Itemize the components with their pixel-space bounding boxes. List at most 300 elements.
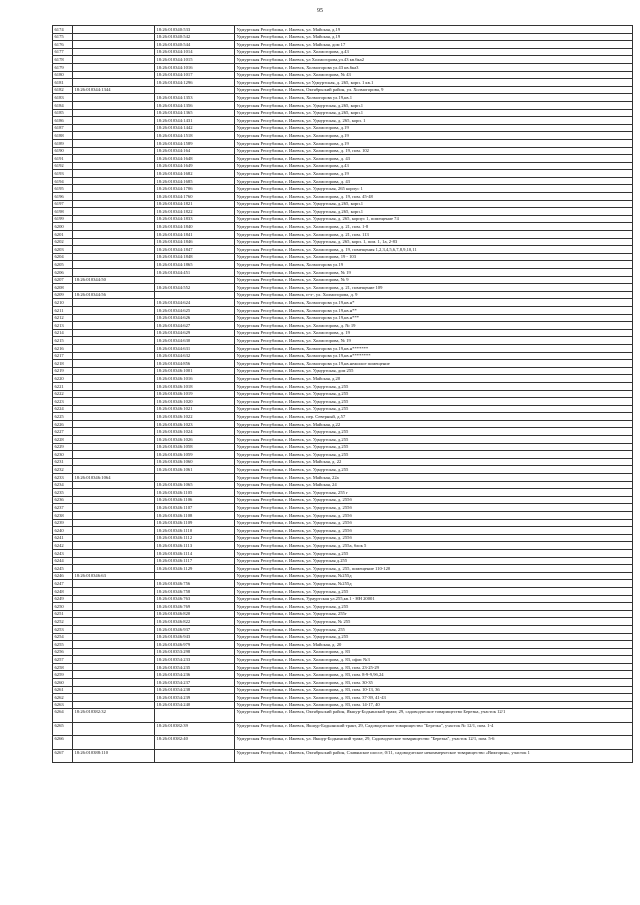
table-row <box>53 398 633 406</box>
parcel-number <box>73 656 155 664</box>
parcel-number <box>73 420 155 428</box>
parcel-number <box>73 124 155 132</box>
building-number: 18:26:010346:1019 <box>155 390 235 398</box>
parcel-number <box>73 337 155 345</box>
table-row <box>53 443 633 451</box>
table-row <box>53 436 633 444</box>
table-row <box>53 557 633 565</box>
row-number: 6253 <box>53 625 73 633</box>
address: Удмуртская Республика, г. Ижевск, ул. Удмуртская, д.255 <box>235 398 633 406</box>
building-number: 18:26:010344:451 <box>155 269 235 277</box>
parcel-number <box>73 193 155 201</box>
building-number: 18:26:010340:544 <box>155 41 235 49</box>
parcel-number <box>73 314 155 322</box>
address: Удмуртская Республика, г. Ижевск, ул. Холмогорова, д. 83, пом. 23-25-29 <box>235 663 633 671</box>
parcel-number <box>73 405 155 413</box>
row-number: 6219 <box>53 367 73 375</box>
parcel-number <box>73 458 155 466</box>
table-row <box>53 565 633 573</box>
address: Удмуртская Республика, г. Ижевск, Холмогорова ул.43 кв.6ка3 <box>235 63 633 71</box>
table-row <box>53 63 633 71</box>
address: Удмуртская Республика, г. Ижевск, Холмогорова ул.19,кв.н*** <box>235 314 633 322</box>
table-row <box>53 519 633 527</box>
building-number <box>155 709 235 723</box>
table-row <box>53 261 633 269</box>
address: Удмуртская Республика, г. Ижевск, ул. Удмуртская, №255д <box>235 580 633 588</box>
address: Удмуртская Республика, г. Ижевск, ул. Холмогорова, д. 21, помещение 109 <box>235 284 633 292</box>
table-row <box>53 360 633 368</box>
address: Удмуртская Республика, г. Ижевск, ул. Удмуртская, д.265, корп.1 <box>235 109 633 117</box>
building-number: 18:26:010354:239 <box>155 694 235 702</box>
row-number: 6247 <box>53 580 73 588</box>
table-row <box>53 466 633 474</box>
address: Удмуртская Республика, г. Ижевск, ул. Холмогорова, д.19 <box>235 170 633 178</box>
building-number: 18:26:010346:1061 <box>155 466 235 474</box>
parcel-number <box>73 322 155 330</box>
table-row <box>53 496 633 504</box>
address: Удмуртская Республика, г. Ижевск, ул. Удмуртская, д. 255б <box>235 519 633 527</box>
row-number: 6183 <box>53 94 73 102</box>
table-row <box>53 41 633 49</box>
address: Удмуртская Республика, г. Ижевск, ул. Майская, 24 <box>235 481 633 489</box>
parcel-number <box>73 648 155 656</box>
row-number: 6259 <box>53 671 73 679</box>
parcel-number <box>73 71 155 79</box>
table-row <box>53 71 633 79</box>
parcel-number <box>73 329 155 337</box>
address: Удмуртская Республика, г. Ижевск, Холмогорова ул.19,кв.н******** <box>235 352 633 360</box>
building-number: 18:26:010344:1760 <box>155 193 235 201</box>
building-number <box>155 291 235 299</box>
building-number: 18:26:010346:1060 <box>155 458 235 466</box>
address: Удмуртская Республика, г. Ижевск, ул. Холмогорова, д. 43 <box>235 155 633 163</box>
address: Удмуртская Республика, г. Ижевск, ул. Майская, д. 22 <box>235 458 633 466</box>
building-number: 18:26:010346:1129 <box>155 565 235 573</box>
row-number: 6263 <box>53 701 73 709</box>
building-number <box>155 474 235 482</box>
building-number: 18:26:010346:1020 <box>155 398 235 406</box>
address: Удмуртская Республика, г. Ижевск, ул. Удмуртская, д. 255б <box>235 534 633 542</box>
table-row <box>53 701 633 709</box>
building-number: 18:26:010346:820 <box>155 610 235 618</box>
address: Удмуртская Республика, г. Ижевск, ул. Майская, д.20 <box>235 375 633 383</box>
table-row <box>53 610 633 618</box>
table-row <box>53 223 633 231</box>
table-row <box>53 671 633 679</box>
parcel-number <box>73 451 155 459</box>
table-row <box>53 656 633 664</box>
address: Удмуртская Республика, г. Ижевск, ул. Удмуртская, д.255 <box>235 603 633 611</box>
row-number: 6216 <box>53 344 73 352</box>
row-number: 6251 <box>53 610 73 618</box>
table-row <box>53 679 633 687</box>
table-row <box>53 648 633 656</box>
address: Удмуртская Республика, г. Ижевск, ул. Удмуртская, д. 265, корп. 1 <box>235 117 633 125</box>
parcel-number <box>73 185 155 193</box>
address: Удмуртская Республика, г. Ижевск, ул. Майская, д.22 <box>235 420 633 428</box>
address: Удмуртская Республика, г. Ижевск, ул. Удмуртская, 265 корпус 1 <box>235 185 633 193</box>
parcel-number <box>73 504 155 512</box>
parcel-number <box>73 177 155 185</box>
address: Удмуртская Республика, г. Ижевск, ул. Холмогорова, д. 19, помещения 1,2,3,4,5,6,7,8,9,10,11 <box>235 246 633 254</box>
parcel-number <box>73 610 155 618</box>
row-number: 6211 <box>53 306 73 314</box>
address: Удмуртская Республика, г. Ижевск, ул. Холмогорова, д.19 <box>235 132 633 140</box>
table-row <box>53 132 633 140</box>
parcel-number <box>73 360 155 368</box>
row-number: 6208 <box>53 284 73 292</box>
row-number: 6238 <box>53 512 73 520</box>
row-number: 6179 <box>53 63 73 71</box>
building-number: 18:26:010344:1589 <box>155 139 235 147</box>
row-number: 6264 <box>53 709 73 723</box>
table-row <box>53 117 633 125</box>
parcel-number <box>73 443 155 451</box>
row-number: 6232 <box>53 466 73 474</box>
parcel-number <box>73 557 155 565</box>
table-row <box>53 48 633 56</box>
address: Удмуртская Республика, г. Ижевск, ул. Якшур-Бодьинский тракт, 29, Садоводческое товарищество "Березка", участок 12/1, пом. 5-6 <box>235 736 633 750</box>
table-row <box>53 344 633 352</box>
building-number: 18:26:010346:1106 <box>155 496 235 504</box>
row-number: 6227 <box>53 428 73 436</box>
building-number: 18:26:010344:625 <box>155 306 235 314</box>
row-number: 6199 <box>53 215 73 223</box>
building-number: 18:26:010344:1649 <box>155 162 235 170</box>
parcel-number <box>73 679 155 687</box>
address: Удмуртская Республика, г. Ижевск, ул. Удмуртская, д.265, корп.1 <box>235 208 633 216</box>
table-row <box>53 420 633 428</box>
table-row <box>53 155 633 163</box>
table-row <box>53 329 633 337</box>
parcel-number <box>73 344 155 352</box>
building-number: 18:26:010344:626 <box>155 314 235 322</box>
table-row <box>53 663 633 671</box>
parcel-number <box>73 428 155 436</box>
row-number: 6205 <box>53 261 73 269</box>
row-number: 6249 <box>53 595 73 603</box>
address: Удмуртская Республика, г. Ижевск, ул. Удмуртская, д.265, корп.1 <box>235 101 633 109</box>
parcel-number <box>73 580 155 588</box>
parcel-number <box>73 390 155 398</box>
parcel-number <box>73 701 155 709</box>
parcel-number <box>73 79 155 87</box>
address: Удмуртская Республика, г. Ижевск, ул. Холмогорова, д. 43 <box>235 177 633 185</box>
parcel-number <box>73 382 155 390</box>
parcel-number <box>73 618 155 626</box>
cadastral-table <box>52 25 633 763</box>
building-number: 18:26:010346:943 <box>155 633 235 641</box>
table-row <box>53 147 633 155</box>
row-number: 6222 <box>53 390 73 398</box>
page-number: 95 <box>317 8 323 14</box>
building-number: 18:26:010344:164 <box>155 147 235 155</box>
row-number: 6267 <box>53 749 73 763</box>
address: Удмуртская Республика, г. Ижевск, ул. Удмуртская, д.255 <box>235 443 633 451</box>
parcel-number: 18:26:010382:32 <box>73 709 155 723</box>
address: Удмуртская Республика, г. Ижевск, ул. Холмогорова, д.43 <box>235 48 633 56</box>
parcel-number <box>73 223 155 231</box>
building-number: 18:26:010344:856 <box>155 360 235 368</box>
parcel-number <box>73 436 155 444</box>
table-row <box>53 618 633 626</box>
row-number: 6214 <box>53 329 73 337</box>
parcel-number <box>73 132 155 140</box>
table-row <box>53 572 633 580</box>
row-number: 6221 <box>53 382 73 390</box>
row-number: 6186 <box>53 117 73 125</box>
address: Удмуртская Республика, г. Ижевск, ул. Удмуртская, д. 255б <box>235 527 633 535</box>
parcel-number <box>73 162 155 170</box>
parcel-number <box>73 215 155 223</box>
building-number: 18:26:010346:1117 <box>155 557 235 565</box>
table-row <box>53 722 633 736</box>
address: Удмуртская Республика, г. Ижевск, ул. Удмуртская, д.255 <box>235 633 633 641</box>
parcel-number <box>73 41 155 49</box>
row-number: 6180 <box>53 71 73 79</box>
table-row <box>53 580 633 588</box>
row-number: 6228 <box>53 436 73 444</box>
row-number: 6240 <box>53 527 73 535</box>
row-number: 6234 <box>53 481 73 489</box>
parcel-number <box>73 736 155 750</box>
building-number: 18:26:010344:1821 <box>155 200 235 208</box>
address: Удмуртская Республика, г. Ижевск, ул. Холмогорова, 19 - 103 <box>235 253 633 261</box>
address: Удмуртская Республика, г. Ижевск, ул. Майская, д.19 <box>235 33 633 41</box>
building-number: 18:26:010346:937 <box>155 625 235 633</box>
parcel-number <box>73 231 155 239</box>
building-number <box>155 86 235 94</box>
row-number: 6237 <box>53 504 73 512</box>
table-row <box>53 474 633 482</box>
building-number: 18:26:010344:629 <box>155 329 235 337</box>
parcel-number <box>73 375 155 383</box>
building-number: 18:26:010344:1017 <box>155 71 235 79</box>
parcel-number <box>73 671 155 679</box>
parcel-number <box>73 595 155 603</box>
parcel-number <box>73 306 155 314</box>
row-number: 6230 <box>53 451 73 459</box>
row-number: 6254 <box>53 633 73 641</box>
parcel-number <box>73 56 155 64</box>
building-number: 18:26:010354:233 <box>155 656 235 664</box>
row-number: 6195 <box>53 185 73 193</box>
table-row <box>53 291 633 299</box>
row-number: 6241 <box>53 534 73 542</box>
row-number: 6201 <box>53 231 73 239</box>
row-number: 6245 <box>53 565 73 573</box>
address: Удмуртская Республика, г. Ижевск, ул. Удмуртская, д. 255б <box>235 496 633 504</box>
parcel-number <box>73 466 155 474</box>
row-number: 6212 <box>53 314 73 322</box>
parcel-number <box>73 603 155 611</box>
row-number: 6215 <box>53 337 73 345</box>
address: Удмуртская Республика, г. Ижевск, Октябрьский район, Якшур-Бодьинский тракт, 29, садоводческое товарищество Березка, участок 12/1 <box>235 709 633 723</box>
row-number: 6265 <box>53 722 73 736</box>
address: Удмуртская Республика, г. Ижевск, ул. Удмуртская, д. 265, корп. 1, пом. 1, 1а, 2-83 <box>235 238 633 246</box>
address: Удмуртская Республика, г. Ижевск, п-э-, ул. Холмогорова, д. 9 <box>235 291 633 299</box>
parcel-number <box>73 269 155 277</box>
address: Удмуртская Республика, г. Ижевск, ул. Холмогорова, д. 19, пом. 45-48 <box>235 193 633 201</box>
building-number: 18:26:010354:235 <box>155 663 235 671</box>
table-row <box>53 405 633 413</box>
address: Удмуртская Республика, г. Ижевск, пер. Северный, д.57 <box>235 413 633 421</box>
table-row <box>53 481 633 489</box>
table-row <box>53 162 633 170</box>
parcel-number <box>73 261 155 269</box>
row-number: 6174 <box>53 26 73 34</box>
row-number: 6185 <box>53 109 73 117</box>
address: Удмуртская Республика, г. Ижевск, ул. Удмуртская, д.255 <box>235 587 633 595</box>
building-number: 18:26:010354:237 <box>155 679 235 687</box>
building-number: 18:26:010344:1706 <box>155 185 235 193</box>
row-number: 6176 <box>53 41 73 49</box>
parcel-number <box>73 587 155 595</box>
table-row <box>53 215 633 223</box>
row-number: 6193 <box>53 170 73 178</box>
address: Удмуртская Республика, г. Ижевск, ул Удмуртская, д. 265, корп. 1 кв.1 <box>235 79 633 87</box>
building-number: 18:26:010344:1365 <box>155 109 235 117</box>
building-number: 18:26:010346:822 <box>155 618 235 626</box>
address: Удмуртская Республика, г. Ижевск, ул. Холмогорова, д. 83, пом. 14-17, 40 <box>235 701 633 709</box>
parcel-number <box>73 147 155 155</box>
address: Удмуртская Республика, г. Ижевск, Холмогорова ул.19,кв.н******* <box>235 344 633 352</box>
row-number: 6224 <box>53 405 73 413</box>
parcel-number <box>73 633 155 641</box>
building-number: 18:26:010346:1105 <box>155 489 235 497</box>
building-number: 18:26:010346:979 <box>155 641 235 649</box>
row-number: 6203 <box>53 246 73 254</box>
address: Удмуртская Республика, г. Ижевск, Октябрьский район, ул. Холмогорова, 9 <box>235 86 633 94</box>
address: Удмуртская Республика, г. Ижевск, ул. Холмогорова, д. 83 <box>235 648 633 656</box>
parcel-number <box>73 527 155 535</box>
table-row <box>53 709 633 723</box>
address: Удмуртская Республика, г. Ижевск, ул. Удмуртская, д.255 <box>235 390 633 398</box>
row-number: 6175 <box>53 33 73 41</box>
table-row <box>53 269 633 277</box>
address: Удмуртская Республика, г. Ижевск, ул. Холмогорова, д. 21, пом. 1-8 <box>235 223 633 231</box>
parcel-number <box>73 534 155 542</box>
row-number: 6217 <box>53 352 73 360</box>
row-number: 6210 <box>53 299 73 307</box>
building-number: 18:26:010382:40 <box>155 736 235 750</box>
building-number: 18:26:010346:1112 <box>155 534 235 542</box>
building-number: 18:26:010344:1431 <box>155 117 235 125</box>
table-row <box>53 109 633 117</box>
table-row <box>53 94 633 102</box>
address: Удмуртская Республика, г. Ижевск, ул. Удмуртская, д.255 <box>235 436 633 444</box>
address: Удмуртская Республика, г. Ижевск, ул. Удмуртская, дом 255 <box>235 367 633 375</box>
address: Удмуртская Республика, г. Ижевск, ул. Холмогорова, № 19 <box>235 337 633 345</box>
row-number: 6258 <box>53 663 73 671</box>
parcel-number <box>73 155 155 163</box>
table-row <box>53 200 633 208</box>
address: Удмуртская Республика, г. Ижевск, ул. Холмогорова, д. 83, офис №3 <box>235 656 633 664</box>
building-number: 18:26:010344:627 <box>155 322 235 330</box>
row-number: 6250 <box>53 603 73 611</box>
building-number: 18:26:010344:631 <box>155 344 235 352</box>
row-number: 6178 <box>53 56 73 64</box>
parcel-number <box>73 496 155 504</box>
row-number: 6198 <box>53 208 73 216</box>
address: Удмуртская Республика, г. Ижевск, ул. Удмуртская, № 255 <box>235 618 633 626</box>
building-number: 18:26:010344:1356 <box>155 101 235 109</box>
building-number: 18:26:010346:763 <box>155 595 235 603</box>
address: Удмуртская Республика, г. Ижевск, ул. Майская, дом 17 <box>235 41 633 49</box>
building-number: 18:26:010346:1001 <box>155 367 235 375</box>
building-number: 18:26:010344:1685 <box>155 177 235 185</box>
table-row <box>53 231 633 239</box>
building-number: 18:26:010354:238 <box>155 686 235 694</box>
row-number: 6225 <box>53 413 73 421</box>
parcel-number <box>73 26 155 34</box>
address: Удмуртская Республика, г. Ижевск, Холмогорова ул.19 <box>235 261 633 269</box>
row-number: 6209 <box>53 291 73 299</box>
address: Удмуртская Республика, г. Ижевск, Якшур-Бодьинский тракт, 29, Садоводческое товарищество "Березка", участок № 12/1, пом. 1-4 <box>235 722 633 736</box>
table-row <box>53 124 633 132</box>
address: Удмуртская Республика, г. Ижевск, ул. Удмуртская, д.255 <box>235 382 633 390</box>
row-number: 6244 <box>53 557 73 565</box>
address: Удмуртская Республика, г. Ижевск, ул. Удмуртская, №255д <box>235 572 633 580</box>
address: Удмуртская Республика, г. Ижевск, ул. Удмуртская, д.255 <box>235 405 633 413</box>
parcel-number <box>73 63 155 71</box>
building-number: 18:26:010346:1065 <box>155 481 235 489</box>
row-number: 6239 <box>53 519 73 527</box>
building-number: 18:26:010344:1841 <box>155 231 235 239</box>
table-row <box>53 749 633 763</box>
parcel-number <box>73 94 155 102</box>
building-number: 18:26:010344:630 <box>155 337 235 345</box>
row-number: 6197 <box>53 200 73 208</box>
table-row <box>53 284 633 292</box>
address: Удмуртская Республика, г. Ижевск, ул. Холмогорова, д.43 <box>235 162 633 170</box>
table-row <box>53 322 633 330</box>
address: Удмуртская Республика, г. Ижевск, ул. Майская, д.19 <box>235 26 633 34</box>
building-number: 18:26:010353:298 <box>155 648 235 656</box>
building-number: 18:26:010346:1016 <box>155 375 235 383</box>
building-number: 18:26:010344:552 <box>155 284 235 292</box>
parcel-number <box>73 367 155 375</box>
table-row <box>53 587 633 595</box>
building-number: 18:26:010344:1648 <box>155 155 235 163</box>
building-number: 18:26:010346:1018 <box>155 382 235 390</box>
table-row <box>53 253 633 261</box>
parcel-number: 18:26:010344:1344 <box>73 86 155 94</box>
table-row <box>53 633 633 641</box>
row-number: 6181 <box>53 79 73 87</box>
table-row <box>53 736 633 750</box>
building-number: 18:26:010344:1833 <box>155 215 235 223</box>
table-row <box>53 139 633 147</box>
building-number: 18:26:010346:1058 <box>155 443 235 451</box>
building-number: 18:26:010344:1015 <box>155 56 235 64</box>
address: Удмуртская Республика, г. Ижевск, Холмогорова ул.19,кв.н* <box>235 299 633 307</box>
building-number: 18:26:010346:1113 <box>155 542 235 550</box>
parcel-number <box>73 208 155 216</box>
building-number: 18:26:010344:1822 <box>155 208 235 216</box>
address: Удмуртская Республика, г. Ижевск, ул. Холмогорова, д. 19, пом. 102 <box>235 147 633 155</box>
table-row <box>53 527 633 535</box>
row-number: 6266 <box>53 736 73 750</box>
table-row <box>53 542 633 550</box>
address: Удмуртская Республика, г. Ижевск, ул. Удмуртская, д. 265, корпус 1, помещение 74 <box>235 215 633 223</box>
building-number: 18:26:010346:1026 <box>155 436 235 444</box>
table-row <box>53 33 633 41</box>
table-row <box>53 26 633 34</box>
table-row <box>53 314 633 322</box>
table-row <box>53 177 633 185</box>
row-number: 6246 <box>53 572 73 580</box>
